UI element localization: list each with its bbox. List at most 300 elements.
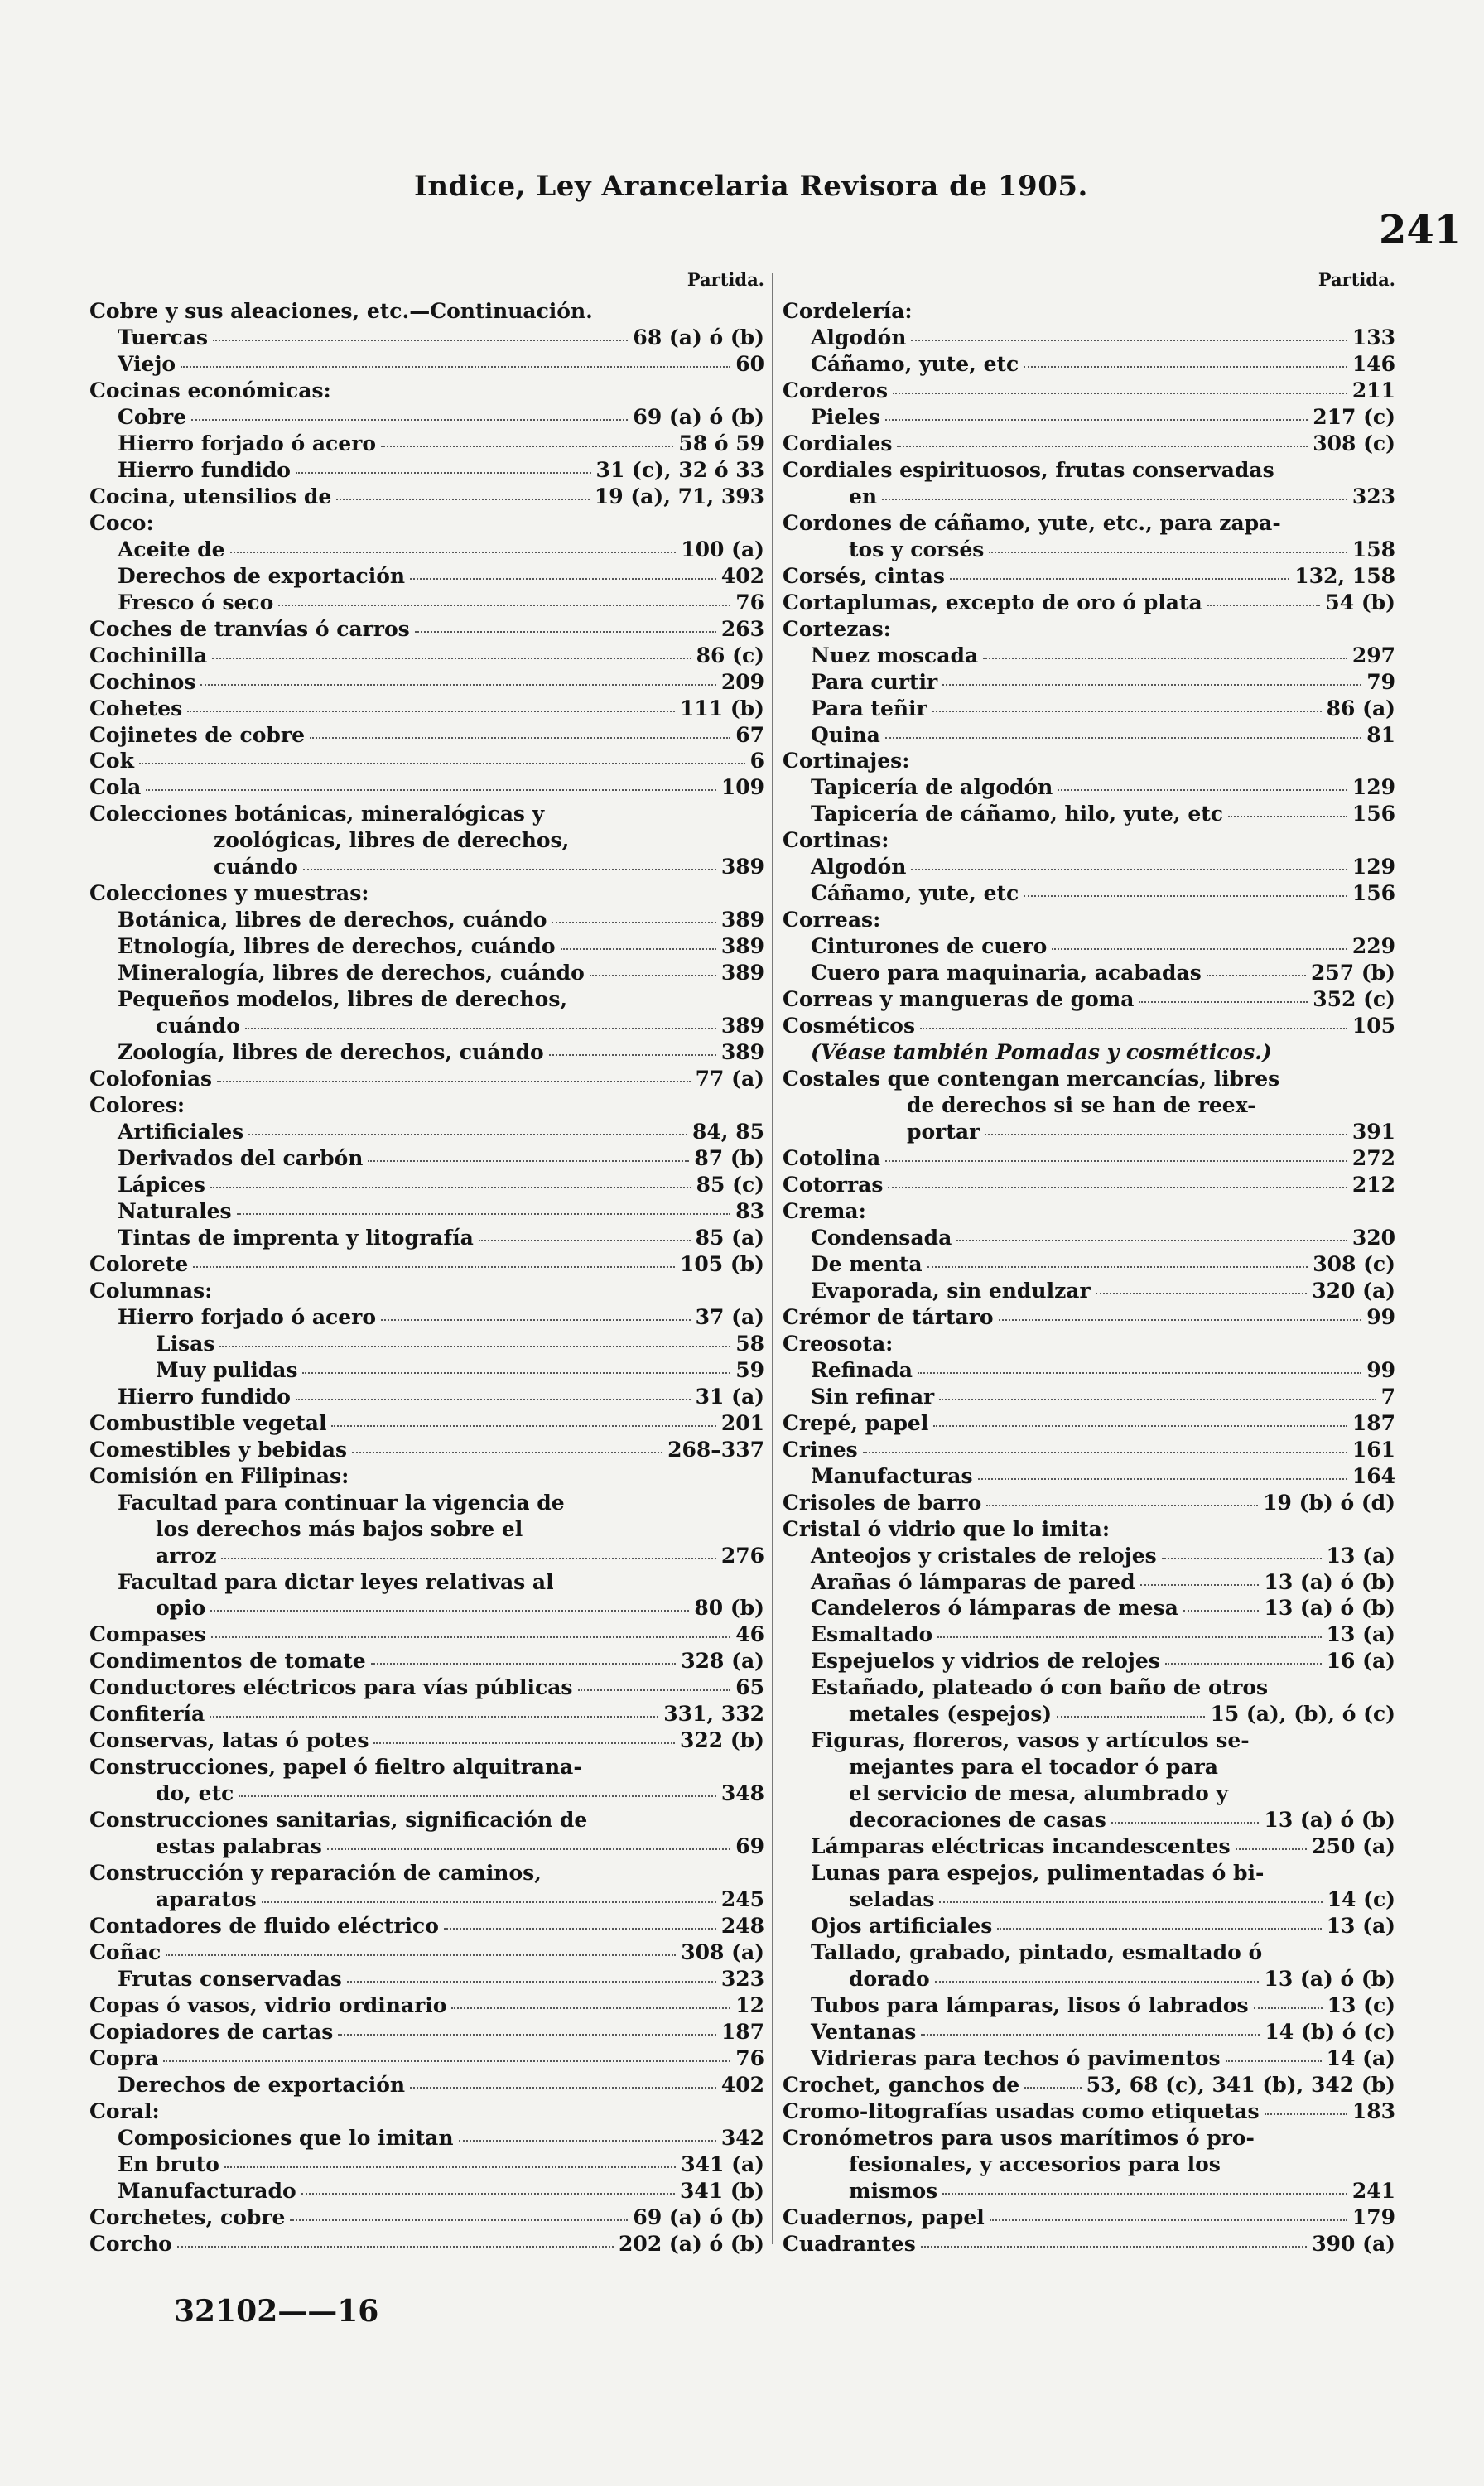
index-entry: [89, 457, 764, 482]
dot-leader: [911, 869, 1347, 870]
entry-term: Cobre y sus aleaciones, etc.—Continuación.: [89, 299, 593, 323]
index-entry: [783, 1677, 1395, 1698]
left-entry-list: [89, 301, 764, 2254]
index-entry: [89, 1702, 764, 1727]
entry-term: Lunas para espejos, pulimentadas ó bi-: [811, 1861, 1265, 1886]
entry-term: Cocina, utensilios de: [89, 484, 332, 508]
right-column: [783, 269, 1395, 2254]
index-entry: [783, 327, 1395, 348]
index-entry: [783, 1730, 1395, 1751]
index-entry: [783, 301, 1395, 321]
index-entry: [89, 1174, 764, 1195]
dot-leader: [181, 366, 730, 368]
index-entry: [89, 987, 764, 1012]
index-entry: [89, 1914, 764, 1939]
index-entry: [89, 592, 764, 613]
entry-term: de derechos si se han de reex-: [907, 1093, 1256, 1118]
entry-term: Condimentos de tomate: [89, 1649, 366, 1674]
entry-partida: 13 (a) ó (b): [1264, 1967, 1395, 1992]
footer-code: 32102——16: [174, 2294, 379, 2329]
dot-leader: [1226, 2060, 1322, 2062]
entry-partida: 212: [1352, 1172, 1395, 1197]
entry-term: Cochinos: [89, 669, 196, 694]
entry-partida: 156: [1352, 802, 1395, 826]
index-entry: [783, 1015, 1395, 1036]
entry-partida: 58 ó 59: [678, 431, 764, 455]
index-entry: [89, 828, 764, 853]
entry-partida: 13 (a) ó (b): [1264, 1596, 1395, 1621]
dot-leader: [336, 499, 590, 500]
entry-term: Tubos para lámparas, lisos ó labrados: [811, 1993, 1249, 2017]
index-entry: [783, 539, 1395, 560]
index-entry: [783, 1357, 1395, 1382]
entry-partida: 81: [1366, 722, 1395, 747]
dot-leader: [933, 1425, 1347, 1427]
entry-partida: 133: [1352, 325, 1395, 349]
index-entry: [89, 1280, 764, 1301]
entry-term: Cinturones de cuero: [811, 934, 1048, 959]
index-entry: [783, 1251, 1395, 1276]
entry-partida: 13 (a): [1326, 1914, 1395, 1939]
entry-term: metales (espejos): [849, 1702, 1053, 1727]
entry-term: Sin refinar: [811, 1384, 935, 1409]
index-entry: [89, 616, 764, 641]
entry-term: Hierro fundido: [118, 457, 291, 482]
entry-partida: 77 (a): [695, 1067, 764, 1091]
entry-partida: 14 (c): [1327, 1887, 1395, 1912]
dot-leader: [237, 1213, 731, 1215]
entry-partida: 14 (b) ó (c): [1265, 2019, 1395, 2044]
dot-leader: [352, 1452, 662, 1453]
entry-term: Crémor de tártaro: [783, 1304, 994, 1329]
entry-partida: 272: [1352, 1146, 1395, 1170]
index-entry: [89, 1624, 764, 1645]
entry-term: Crisoles de barro: [783, 1490, 982, 1515]
index-entry: [89, 1068, 764, 1089]
entry-term: Hierro forjado ó acero: [118, 1304, 376, 1329]
index-entry: [89, 539, 764, 560]
entry-term: Cortaplumas, excepto de oro ó plata: [783, 590, 1202, 614]
entry-term: Corchetes, cobre: [89, 2204, 286, 2229]
dot-leader: [459, 2140, 716, 2142]
dot-leader: [997, 1928, 1321, 1930]
index-entry: [783, 1624, 1395, 1645]
entry-partida: 389: [720, 961, 764, 985]
index-entry: [89, 510, 764, 535]
entry-partida: 132, 158: [1294, 563, 1395, 588]
entry-term: Columnas:: [89, 1278, 213, 1303]
index-entry: [783, 775, 1395, 800]
entry-partida: 83: [735, 1198, 764, 1223]
entry-partida: 328 (a): [681, 1649, 764, 1674]
page-number: 241: [1379, 207, 1462, 253]
entry-term: De menta: [811, 1251, 923, 1276]
index-entry: [89, 909, 764, 930]
entry-term: Hierro forjado ó acero: [118, 431, 376, 455]
entry-term: Cotorras: [783, 1172, 884, 1197]
dot-leader: [935, 1981, 1260, 1983]
entry-term: Copiadores de cartas: [89, 2019, 334, 2044]
entry-partida: 250 (a): [1312, 1834, 1395, 1859]
index-entry: [89, 1516, 764, 1541]
index-entry: [783, 1280, 1395, 1301]
entry-partida: 69: [735, 1834, 764, 1859]
entry-partida: 263: [720, 616, 764, 641]
entry-term: Derechos de exportación: [118, 2072, 406, 2097]
dot-leader: [410, 578, 716, 580]
entry-partida: 389: [720, 934, 764, 959]
entry-term: En bruto: [118, 2151, 219, 2176]
index-entry: [783, 1463, 1395, 1488]
entry-term: Conservas, latas ó potes: [89, 1728, 369, 1753]
dot-leader: [338, 2034, 716, 2036]
entry-term: Cáñamo, yute, etc: [811, 351, 1019, 376]
dot-leader: [986, 1505, 1258, 1506]
entry-partida: 164: [1352, 1463, 1395, 1488]
entry-term: Botánica, libres de derechos, cuándo: [118, 908, 547, 932]
dot-leader: [278, 605, 730, 606]
index-entry: [783, 1148, 1395, 1168]
entry-term: Ojos artificiales: [811, 1914, 993, 1939]
dot-leader: [217, 1081, 691, 1082]
entry-partida: 6: [749, 749, 764, 773]
entry-term: mismos: [849, 2178, 938, 2203]
entry-term: Cok: [89, 749, 134, 773]
index-entry: [89, 669, 764, 694]
index-entry: [89, 2021, 764, 2042]
entry-term: seladas: [849, 1887, 935, 1912]
index-entry: [89, 1730, 764, 1751]
dot-leader: [230, 552, 677, 553]
entry-partida: 156: [1352, 881, 1395, 906]
entry-term: Cordones de cáñamo, yute, etc., para zapa-: [783, 510, 1281, 535]
entry-partida: 179: [1352, 2204, 1395, 2229]
entry-partida: 248: [720, 1914, 764, 1939]
entry-partida: 109: [720, 775, 764, 800]
dot-leader: [978, 1478, 1347, 1480]
entry-partida: 308 (c): [1313, 1251, 1395, 1276]
entry-term: dorado: [849, 1967, 930, 1992]
index-entry: [783, 1995, 1395, 2016]
entry-term: Colorete: [89, 1251, 189, 1276]
entry-partida: 402: [720, 2072, 764, 2097]
entry-term: Cuadernos, papel: [783, 2204, 985, 2229]
entry-partida: 183: [1352, 2098, 1395, 2123]
entry-term: Copas ó vasos, vidrio ordinario: [89, 1993, 447, 2017]
entry-term: arroz: [156, 1543, 217, 1568]
entry-partida: 80 (b): [694, 1596, 764, 1621]
index-entry: [89, 1386, 764, 1407]
dot-leader: [918, 1372, 1361, 1374]
entry-term: Mineralogía, libres de derechos, cuándo: [118, 961, 585, 985]
index-entry: [783, 1492, 1395, 1513]
dot-leader: [373, 1742, 675, 1744]
dot-leader: [921, 2034, 1260, 2036]
entry-term: Para teñir: [811, 696, 928, 720]
entry-partida: 161: [1352, 1437, 1395, 1462]
entry-partida: 53, 68 (c), 341 (b), 342 (b): [1086, 2072, 1395, 2097]
index-entry: [783, 1304, 1395, 1329]
entry-term: Quina: [811, 722, 880, 747]
entry-partida: 320 (a): [1312, 1278, 1395, 1303]
entry-term: fesionales, y accesorios para los: [849, 2151, 1221, 2176]
entry-term: Manufacturado: [118, 2178, 296, 2203]
entry-term: Pieles: [811, 404, 880, 429]
entry-term: Construcciones sanitarias, significación de: [89, 1808, 588, 1833]
dot-leader: [262, 1901, 716, 1903]
entry-term: Comisión en Filipinas:: [89, 1463, 349, 1488]
dot-leader: [444, 1928, 716, 1930]
index-entry: [783, 1808, 1395, 1833]
dot-leader: [950, 578, 1289, 580]
entry-partida: 201: [720, 1410, 764, 1435]
index-entry: [89, 1836, 764, 1857]
index-entry: [89, 934, 764, 959]
entry-term: Cortinas:: [783, 828, 889, 853]
entry-partida: 13 (a): [1326, 1543, 1395, 1568]
entry-term: el servicio de mesa, alumbrado y: [849, 1781, 1229, 1806]
entry-term: Zoología, libres de derechos, cuándo: [118, 1040, 544, 1065]
entry-partida: 105: [1352, 1014, 1395, 1038]
entry-partida: 13 (c): [1327, 1993, 1395, 2017]
dot-leader: [1236, 1848, 1308, 1850]
index-entry: [783, 1040, 1395, 1065]
entry-term: Muy pulidas: [156, 1357, 298, 1382]
dot-leader: [942, 684, 1361, 686]
dot-leader: [1165, 1663, 1322, 1665]
entry-partida: 79: [1366, 669, 1395, 694]
dot-leader: [224, 2166, 676, 2168]
entry-term: Artificiales: [118, 1120, 244, 1144]
entry-term: do, etc: [156, 1781, 234, 1806]
entry-partida: 68 (a) ó (b): [633, 325, 764, 349]
entry-partida: 158: [1352, 537, 1395, 561]
entry-term: Lisas: [156, 1331, 215, 1356]
index-entry: [783, 433, 1395, 454]
index-entry: [783, 1516, 1395, 1541]
entry-term: Para curtir: [811, 669, 938, 694]
dot-leader: [301, 2193, 675, 2195]
index-entry: [783, 1174, 1395, 1195]
entry-term: Creosota:: [783, 1331, 894, 1356]
entry-term: Composiciones que lo imitan: [118, 2125, 454, 2150]
dot-leader: [303, 869, 716, 870]
entry-term: Viejo: [118, 351, 176, 376]
entry-partida: 217 (c): [1313, 404, 1395, 429]
dot-leader: [302, 1372, 730, 1374]
index-entry: [783, 1649, 1395, 1674]
dot-leader: [1024, 895, 1347, 897]
entry-term: Tapicería de cáñamo, hilo, yute, etc: [811, 802, 1223, 826]
dot-leader: [166, 1954, 676, 1956]
entry-term: Arañas ó lámparas de pared: [811, 1569, 1135, 1594]
entry-term: Cáñamo, yute, etc: [811, 881, 1019, 906]
index-entry: [89, 803, 764, 824]
entry-partida: 342: [720, 2125, 764, 2150]
entry-partida: 209: [720, 669, 764, 694]
entry-term: Colecciones y muestras:: [89, 881, 369, 906]
dot-leader: [1024, 2087, 1081, 2089]
index-entry: [89, 301, 764, 321]
index-entry: [783, 987, 1395, 1012]
entry-term: Refinada: [811, 1357, 913, 1382]
entry-term: Colores:: [89, 1093, 186, 1118]
dot-leader: [210, 1187, 691, 1188]
entry-partida: 257 (b): [1310, 961, 1395, 985]
entry-term: decoraciones de casas: [849, 1808, 1106, 1833]
dot-leader: [415, 631, 716, 633]
index-entry: [89, 2127, 764, 2148]
dot-leader: [290, 2219, 628, 2221]
index-entry: [89, 1227, 764, 1248]
index-entry: [783, 909, 1395, 930]
entry-term: Compases: [89, 1622, 206, 1647]
dot-leader: [911, 340, 1347, 341]
dot-leader: [210, 1610, 689, 1612]
dot-leader: [245, 1028, 716, 1029]
dot-leader: [213, 340, 628, 341]
entry-partida: 389: [720, 1040, 764, 1065]
entry-partida: 86 (c): [696, 643, 764, 667]
entry-term: Coco:: [89, 510, 154, 535]
index-entry: [89, 1783, 764, 1804]
index-entry: [783, 1914, 1395, 1939]
entry-partida: 129: [1352, 775, 1395, 800]
index-entry: [89, 1439, 764, 1460]
entry-term: estas palabras: [156, 1834, 322, 1859]
index-entry: [783, 563, 1395, 588]
index-entry: [783, 1545, 1395, 1566]
entry-partida: 391: [1352, 1120, 1395, 1144]
index-entry: [89, 1304, 764, 1329]
index-entry: [89, 1755, 764, 1780]
index-entry: [89, 2180, 764, 2201]
index-entry: [783, 698, 1395, 719]
index-entry: [783, 2151, 1395, 2176]
entry-partida: 187: [1352, 1410, 1395, 1435]
entry-partida: 16 (a): [1326, 1649, 1395, 1674]
index-entry: [89, 1569, 764, 1594]
right-column-header: Partida.: [1318, 269, 1395, 290]
entry-partida: 76: [735, 590, 764, 614]
entry-term: Cochinilla: [89, 643, 208, 667]
dot-leader: [888, 1187, 1347, 1188]
entry-term: Construcciones, papel ó fieltro alquitrana-: [89, 1755, 582, 1780]
entry-term: Colecciones botánicas, mineralógicas y: [89, 802, 545, 826]
index-entry: [783, 1596, 1395, 1621]
entry-term: Ventanas: [811, 2019, 917, 2044]
dot-leader: [296, 1399, 691, 1400]
index-entry: [89, 2045, 764, 2070]
dot-leader: [1052, 948, 1347, 950]
entry-term: en: [849, 484, 878, 508]
dot-leader: [885, 1160, 1347, 1162]
entry-term: Contadores de fluido eléctrico: [89, 1914, 439, 1939]
index-entry: [783, 1569, 1395, 1594]
index-entry: [89, 404, 764, 429]
entry-term: Cordiales espirituosos, frutas conservadas: [783, 457, 1274, 482]
entry-partida: 276: [720, 1543, 764, 1568]
index-entry: [89, 722, 764, 747]
entry-term: Coches de tranvías ó carros: [89, 616, 410, 641]
dot-leader: [1207, 605, 1321, 606]
entry-term: Crema:: [783, 1198, 866, 1223]
dot-leader: [863, 1452, 1347, 1453]
index-entry: [89, 1889, 764, 1910]
index-entry: [89, 1492, 764, 1513]
dot-leader: [956, 1240, 1347, 1241]
entry-term: los derechos más bajos sobre el: [156, 1516, 523, 1541]
entry-term: Frutas conservadas: [118, 1967, 342, 1992]
entry-term: Cola: [89, 775, 142, 800]
entry-term: portar: [907, 1120, 980, 1144]
entry-term: Confitería: [89, 1702, 205, 1727]
entry-term: aparatos: [156, 1887, 257, 1912]
entry-term: Derechos de exportación: [118, 563, 406, 588]
dot-leader: [200, 684, 716, 686]
index-entry: [783, 750, 1395, 771]
index-entry: [89, 1463, 764, 1488]
entry-term: Algodón: [811, 325, 907, 349]
entry-partida: 14 (a): [1326, 2045, 1395, 2070]
dot-leader: [410, 2087, 716, 2089]
entry-partida: 69 (a) ó (b): [633, 2204, 764, 2229]
dot-leader: [163, 2060, 730, 2062]
entry-term: Corcho: [89, 2231, 172, 2256]
dot-leader: [296, 472, 591, 474]
index-entry: [89, 1861, 764, 1886]
entry-partida: 54 (b): [1325, 590, 1395, 614]
index-entry: [783, 1861, 1395, 1886]
entry-term: Tuercas: [118, 325, 209, 349]
index-entry: [783, 645, 1395, 666]
entry-term: tos y corsés: [849, 537, 985, 561]
index-entry: [783, 1942, 1395, 1963]
entry-term: Cristal ó vidrio que lo imita:: [783, 1516, 1111, 1541]
index-entry: [783, 962, 1395, 983]
index-entry: [89, 1251, 764, 1276]
entry-partida: 87 (b): [694, 1146, 764, 1170]
entry-term: Combustible vegetal: [89, 1410, 327, 1435]
entry-partida: 129: [1352, 855, 1395, 879]
index-entry: [783, 1121, 1395, 1142]
index-entry: [783, 351, 1395, 376]
entry-term: Cotolina: [783, 1146, 881, 1170]
index-entry: [783, 2233, 1395, 2254]
entry-partida: 37 (a): [695, 1304, 764, 1329]
entry-term: Conductores eléctricos para vías públicas: [89, 1675, 573, 1700]
entry-term: Cortezas:: [783, 616, 891, 641]
entry-partida: 268–337: [667, 1437, 764, 1462]
index-entry: [783, 2098, 1395, 2123]
entry-partida: 105 (b): [679, 1251, 764, 1276]
entry-term: opio: [156, 1596, 206, 1621]
dot-leader: [1057, 1716, 1205, 1718]
index-entry: [783, 1227, 1395, 1248]
entry-partida: 60: [735, 351, 764, 376]
dot-leader: [451, 2007, 730, 2009]
entry-partida: 19 (a), 71, 393: [594, 484, 764, 508]
entry-partida: 389: [720, 1014, 764, 1038]
entry-term: Espejuelos y vidrios de relojes: [811, 1649, 1160, 1674]
index-entry: [783, 1836, 1395, 1857]
dot-leader: [1183, 1610, 1260, 1612]
entry-partida: 31 (a): [695, 1384, 764, 1409]
dot-leader: [381, 1319, 691, 1321]
index-entry: [783, 1439, 1395, 1460]
index-entry: [89, 1596, 764, 1621]
entry-partida: 211: [1352, 378, 1395, 402]
